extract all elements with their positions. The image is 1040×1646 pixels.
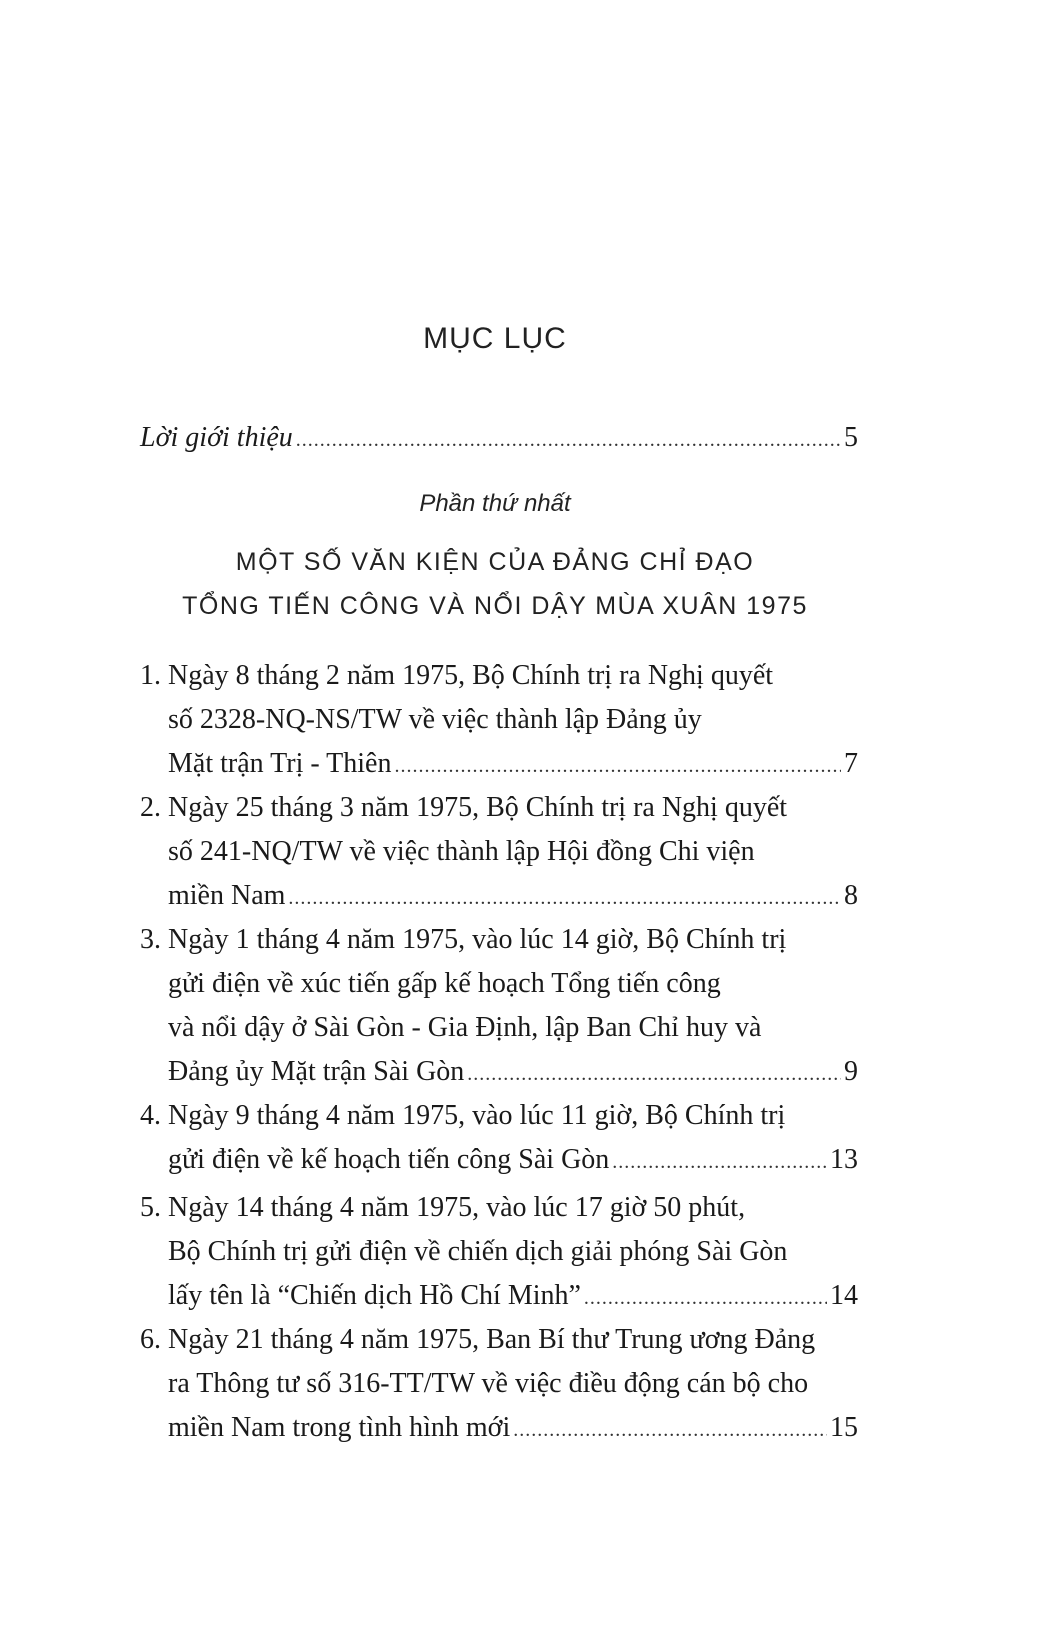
toc-entry-line: và nổi dậy ở Sài Gòn - Gia Định, lập Ban Chỉ huy và: [168, 1012, 762, 1043]
toc-entry-last-line: [140, 874, 858, 918]
dot-leader: [584, 1276, 827, 1320]
page-title: MỤC LỤC: [423, 322, 567, 355]
toc-entry-line: Đảng ủy Mặt trận Sài Gòn: [168, 1056, 465, 1087]
toc-entry-last-line: [140, 1274, 858, 1318]
toc-entry-last-line: [140, 1050, 858, 1094]
toc-entry-intro[interactable]: [140, 416, 858, 462]
toc-entry-line: số 2328-NQ-NS/TW về việc thành lập Đảng ủy: [168, 704, 702, 735]
dot-leader: [513, 1408, 827, 1452]
toc-entry-line: miền Nam trong tình hình mới: [168, 1412, 511, 1443]
page-number: 13: [830, 1144, 858, 1175]
page-number: 5: [844, 422, 858, 453]
toc-entry-line: Bộ Chính trị gửi điện về chiến dịch giải phóng Sài Gòn: [168, 1236, 788, 1267]
toc-entry-1[interactable]: [140, 654, 858, 786]
toc-entry-line: 5. Ngày 14 tháng 4 năm 1975, vào lúc 17 giờ 50 phút,: [140, 1192, 746, 1223]
toc-entry-line: 3. Ngày 1 tháng 4 năm 1975, vào lúc 14 giờ, Bộ Chính trị: [140, 924, 787, 955]
page-number: 8: [844, 880, 858, 911]
toc-entry-line: 4. Ngày 9 tháng 4 năm 1975, vào lúc 11 giờ, Bộ Chính trị: [140, 1100, 786, 1131]
part-title-line-1: MỘT SỐ VĂN KIỆN CỦA ĐẢNG CHỈ ĐẠO: [235, 548, 755, 576]
toc-entry-intro-label: Lời giới thiệu: [140, 422, 293, 453]
dot-leader: [296, 418, 841, 462]
toc-entry-line: 2. Ngày 25 tháng 3 năm 1975, Bộ Chính trị ra Nghị quyết: [140, 792, 788, 823]
dot-leader: [288, 876, 841, 920]
dot-leader: [394, 744, 841, 788]
page-number: 15: [830, 1412, 858, 1443]
toc-entry-last-line: [140, 1406, 858, 1450]
dot-leader: [612, 1140, 827, 1184]
toc-entry-line: số 241-NQ/TW về việc thành lập Hội đồng Chi viện: [168, 836, 755, 867]
toc-entry-2[interactable]: [140, 786, 858, 918]
toc-entry-line: 6. Ngày 21 tháng 4 năm 1975, Ban Bí thư Trung ương Đảng: [140, 1324, 816, 1355]
toc-entry-last-line: [140, 742, 858, 786]
toc-entry-last-line: [140, 1138, 858, 1182]
part-title-line-2: TỔNG TIẾN CÔNG VÀ NỔI DẬY MÙA XUÂN 1975: [182, 592, 808, 620]
toc-entry-line: gửi điện về xúc tiến gấp kế hoạch Tổng tiến công: [168, 968, 721, 999]
toc-entry-3[interactable]: [140, 918, 858, 1094]
page-number: 7: [844, 748, 858, 779]
toc-entry-line: 1. Ngày 8 tháng 2 năm 1975, Bộ Chính trị ra Nghị quyết: [140, 660, 774, 691]
toc-entry-5[interactable]: [140, 1186, 858, 1318]
toc-entry-line: ra Thông tư số 316-TT/TW về việc điều động cán bộ cho: [168, 1368, 809, 1399]
dot-leader: [467, 1052, 841, 1096]
part-label: Phần thứ nhất: [419, 490, 571, 517]
toc-entry-line: gửi điện về kế hoạch tiến công Sài Gòn: [168, 1144, 610, 1175]
toc-entry-4[interactable]: [140, 1094, 858, 1182]
page-number: 9: [844, 1056, 858, 1087]
toc-entry-line: lấy tên là “Chiến dịch Hồ Chí Minh”: [168, 1280, 581, 1311]
toc-entry-line: miền Nam: [168, 880, 286, 911]
page-number: 14: [830, 1280, 858, 1311]
toc-entry-line: Mặt trận Trị - Thiên: [168, 748, 392, 779]
toc-entry-6[interactable]: [140, 1318, 858, 1450]
